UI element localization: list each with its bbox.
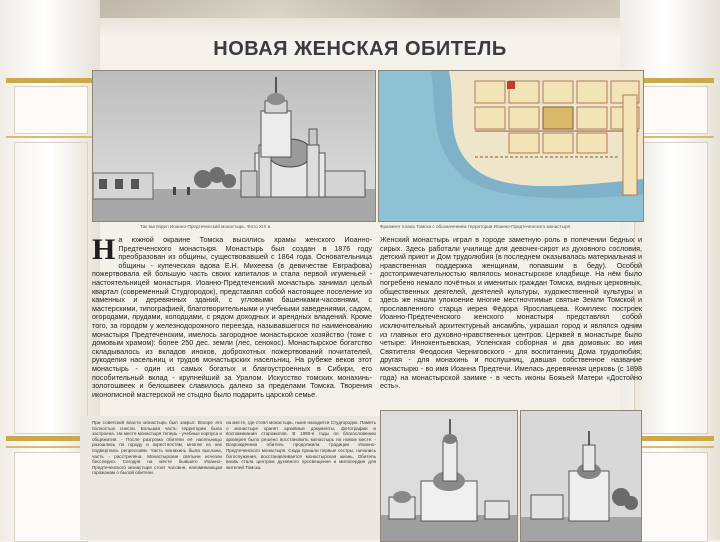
column-shaft [634,142,708,434]
map-caption: Фрагмент плана Томска с обозначением территории Иоанно-Предтеченского монастыря [380,224,570,229]
bottom-left-text: При советской власти монастырь был закрыт. Вскоре его полностью снесли. Большая часть территории была застроена. На месте монастыря теперь - учебные корпуса и общежития. - После разгрома обители её насельницы разошлись по городу и окрестностям, многие из них подверглись репрессиям. Часть монахинь была выслана, часть - расстреляна. Монастырские святыни исчезли бесследно. Сегодня на месте бывшего Иоанно-Предтеченского монастыря стоит часовня, напоминающая горожанам о былой обители. [92,420,222,476]
column-base [634,452,708,542]
article-left-column [92,236,372,414]
monastery-drawing [93,71,375,221]
page-title: НОВАЯ ЖЕНСКАЯ ОБИТЕЛЬ [213,38,507,60]
article-left-text: а южной окраине Томска высились храмы женского Иоанно-Предтеченского монастыря. Монастырь был создан в 1876 году преобразован из общины, существовавшей с 1864 года. Основательница общины - купеческая вдова Е.Н. Михеева (в девичестве Евграфова) пожертвовала ей большую часть своих капиталов и стала первой игуменьей - настоятельницей монастыря. Иоанно-Предтеченский монастырь занимал целый квартал (современный Студгородок), представлял собой настоящее поселение из каменных и деревянных зданий, с угловыми башенками-часовнями, с мастерскими, типографией, благотворительными и учебными заведениями, садом, огородами, прудами, колодцами, с рядом доходных и арендных владений. Кроме того, за городом у железнодорожного переезда, называвшегося по наименованию монастыря Предтеченским, имелось загородное монастырское хозяйство (тоже с домовым храмом): более 250 дес. земли (лес, сенокос). Монастырское богатство складывалось из вкладов иноков, доброхотных пожертвований почитателей, рукоделия насельниц и трудов монастырских насельниц. На рубеже веков этот монастырь - один из самых богатых и благоустроенных в Сибири, его пособительный вклад - крупнейший за Уралом. Искусство томских монахинь-золотошвеек и белошвеек славилось далеко за пределами Томска. Творения иконописной мастерской не стыдно было подарить царской семье. [92,236,372,399]
monastery-photo-caption: Так выглядел Иоанно-Предтеченский монастырь. Фото XIX в. [140,224,272,229]
monastery-photo [92,70,376,222]
map-drawing [379,71,643,221]
header-skyline [100,0,620,18]
drop-cap: Н [92,236,116,266]
church-photo-1 [380,410,518,542]
column-capital [634,86,708,134]
bottom-middle-text: на месте, где стоял монастырь, ныне находится Студгородок. Память о монастыре хранят архивные документы, фотографии и воспоминания старожилов. В 1990-е годы по благословению архиерея было решено восстановить монастырь на новом месте. - Возрождённая обитель продолжила традиции Иоанно-Предтеченского монастыря. Сюда пришли первые сестры, начались богослужения, восстанавливается монастырская жизнь. Обитель вновь стала центром духовного просвещения и милосердия для жителей Томска. [226,420,376,470]
city-plan-map [378,70,644,222]
gold-ornament [6,136,94,138]
article-right-column: Женский монастырь играл в городе заметную роль в попечении бедных и сирых. Здесь работали училище для девочек-сирот из духовного сословия, детский приют и Дом трудолюбия (в последнем оказывалась материальная и нравственная поддержка женщинам, попавшим в беду). Особой достопримечательностью являлось монастырское кладбище. На нём было погребено немало почётных и именитых граждан Томска, видных церковных, общественных деятелей, деятелей культуры, художественной культуры и здесь же нашли упокоение многие местночтимые святые Земли Томской и прославленного старца иерея Фёдора Ярославцева. Комплекс построек Иоанно-Предтеченского женского монастыря представлял собой исключительный архитектурный ансамбль, украшал город и являлся одним из главных его духовно-нравственных центров. Церквей в монастыре было четыре: Иннокентьевская, Успенская соборная и два домовых: во имя Святителя Феодосия Черниговского - для воспитанниц Дома трудолюбия; другая - для монахинь и послушниц, давшая собственное название монастырю - во имя Иоанна Предтечи. Имелась деревянная церковь (с 1898 года) на монастырской заимке - в честь иконы Божьей Матери «Достойно есть». [380,236,642,391]
church-photo-2 [520,410,642,542]
column-capital [14,86,88,134]
column-shaft [14,142,88,434]
church-drawing-2 [521,411,641,541]
church-drawing-1 [381,411,517,541]
column-base [14,452,88,542]
gold-ornament [6,78,94,83]
